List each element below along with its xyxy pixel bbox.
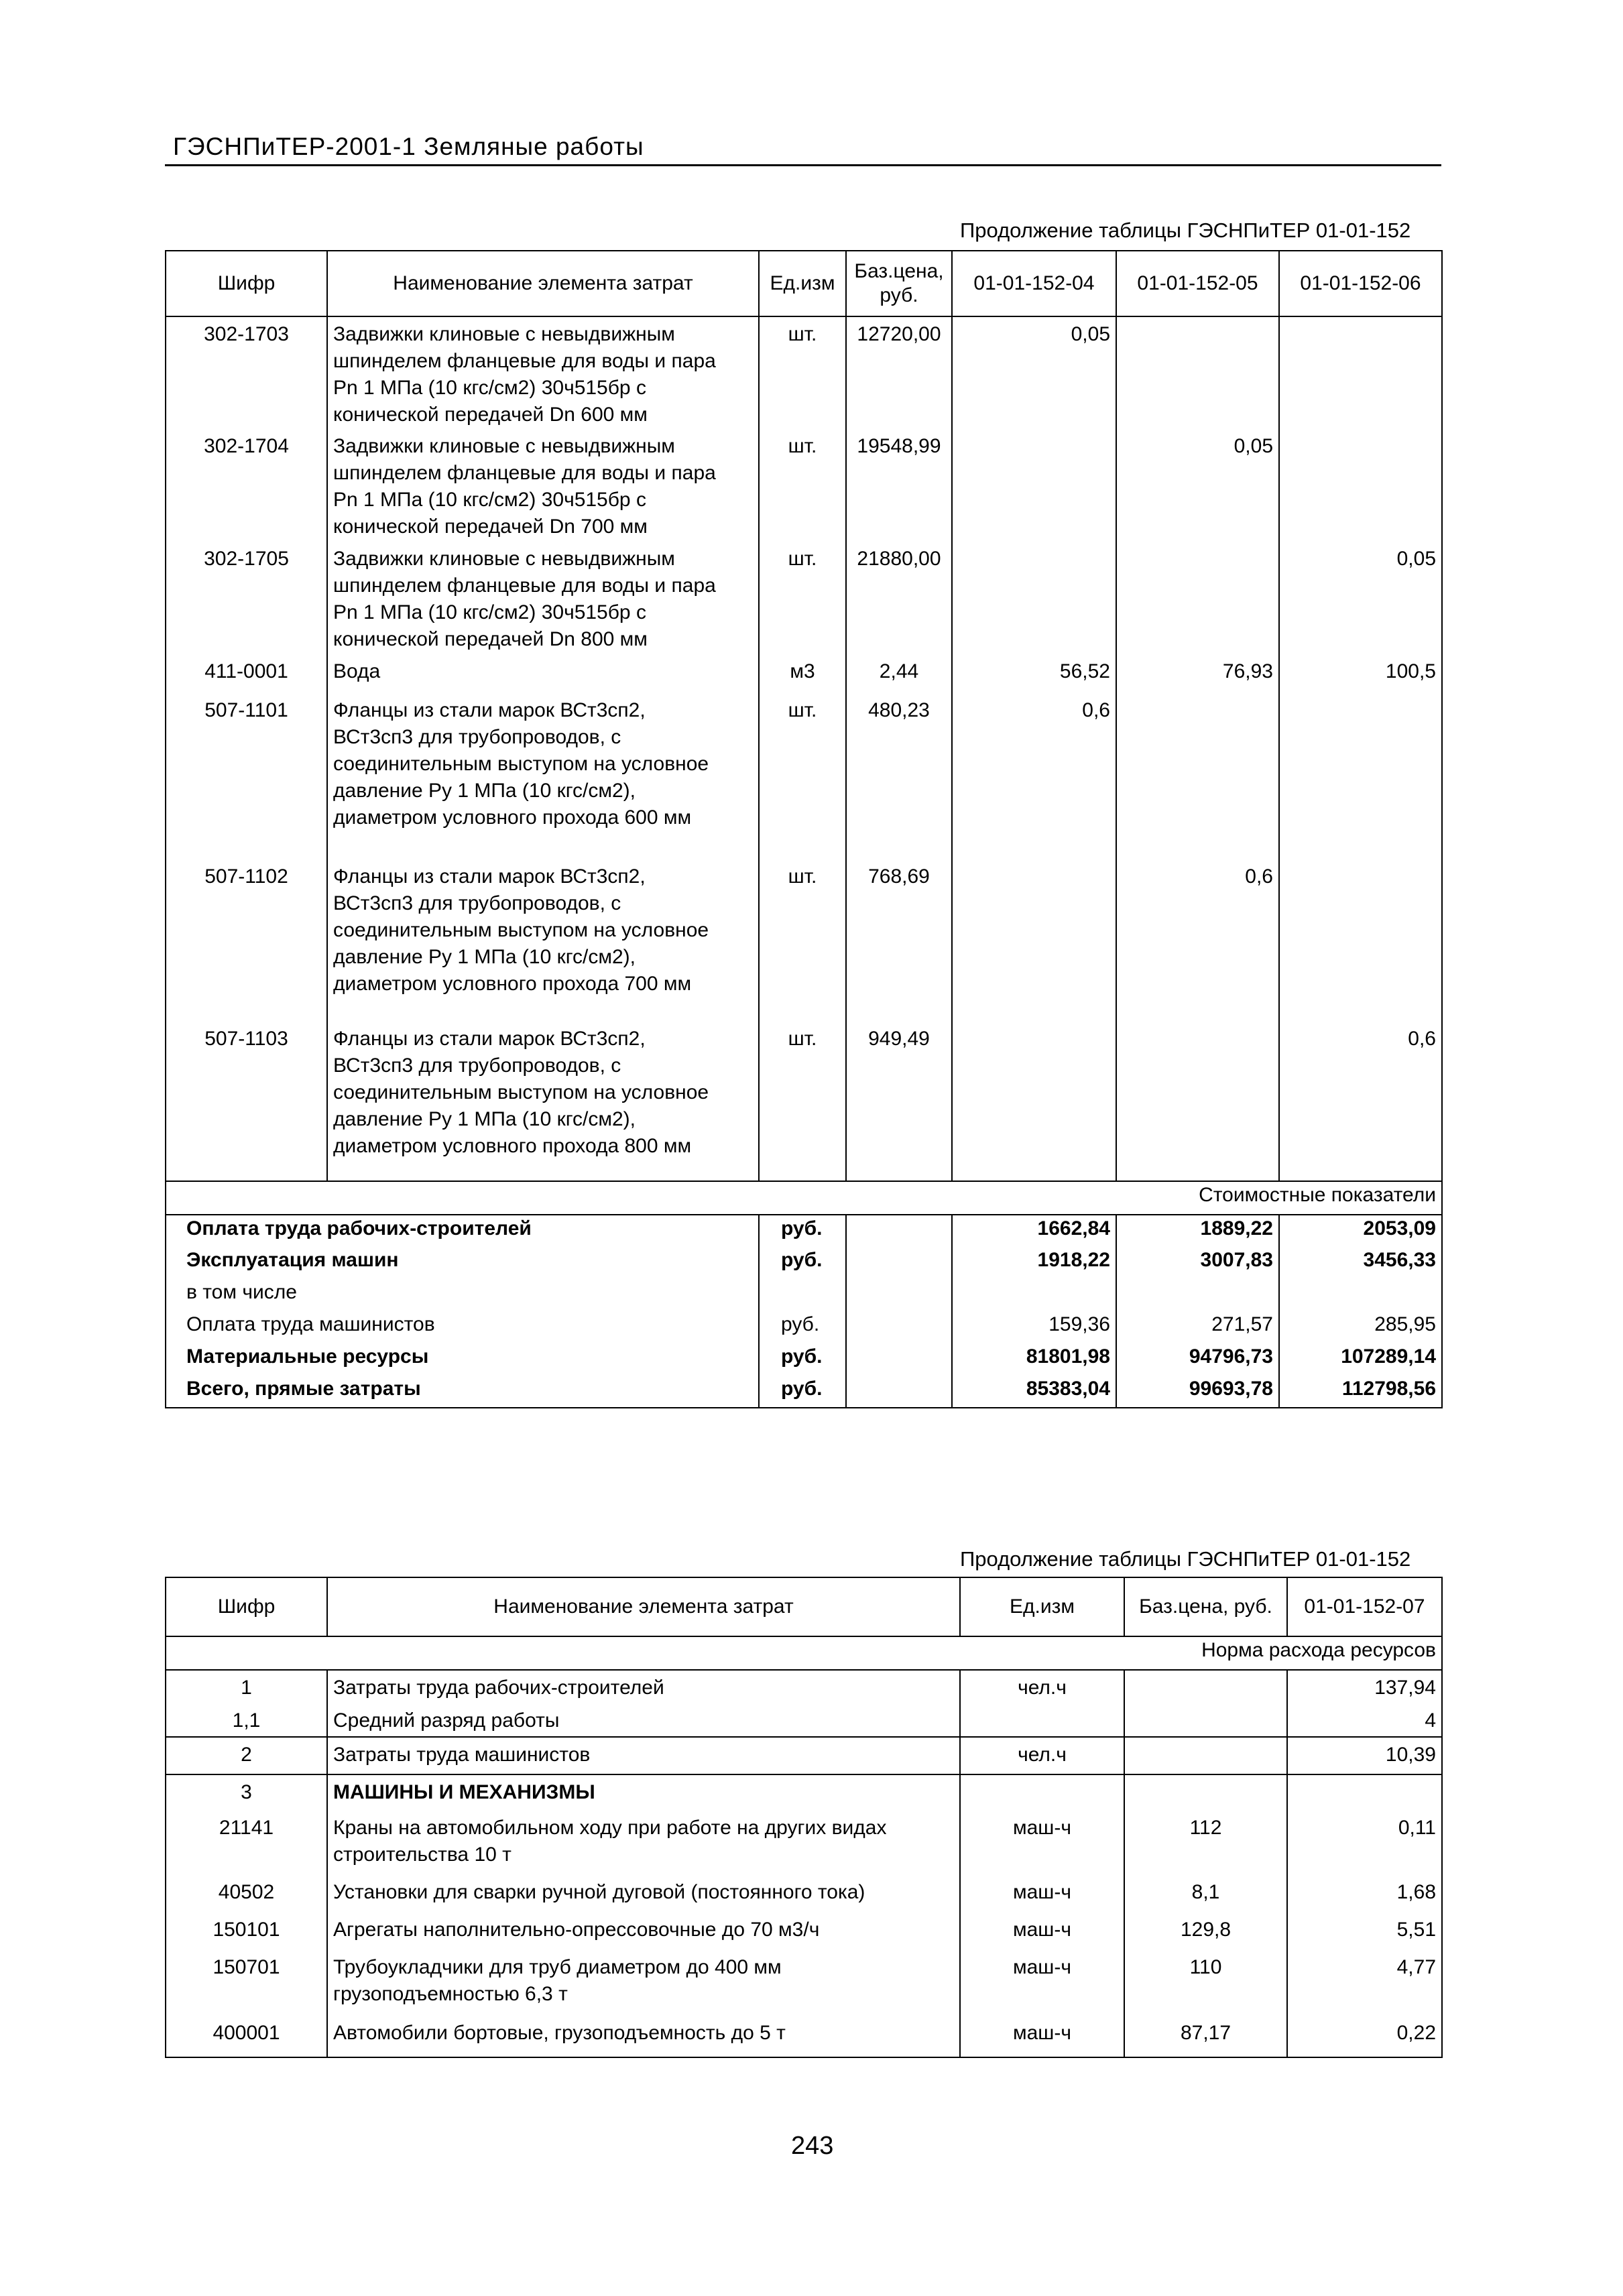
table-row (166, 1670, 1442, 1703)
item-name-line: соединительным выступом на условное (333, 753, 709, 775)
cost-unit (759, 1279, 846, 1311)
item-name-line: конической передачей Dn 600 мм (333, 404, 648, 426)
item-name (327, 429, 759, 542)
item-name (327, 859, 759, 1022)
item-code: 150101 (166, 1913, 327, 1950)
cost-col-06: 285,95 (1279, 1311, 1442, 1343)
item-name-line: Pn 1 МПа (10 кгс/см2) 30ч515бр с (333, 489, 646, 511)
item-name-line: давление Ру 1 МПа (10 кгс/см2), (333, 946, 636, 968)
cost-label: Оплата труда рабочих-строителей (166, 1215, 759, 1247)
item-price: 112 (1124, 1811, 1287, 1875)
cost-col-06: 107289,14 (1279, 1343, 1442, 1376)
cost-price-empty (846, 1279, 952, 1311)
value-col-06 (1279, 316, 1442, 429)
item-name-line: ВСт3сп3 для трубопроводов, с (333, 726, 621, 748)
item-name-line: диаметром условного прохода 800 мм (333, 1135, 692, 1157)
cost-label: Материальные ресурсы (166, 1343, 759, 1376)
cost-col-04 (952, 1279, 1116, 1311)
running-title: ГЭСНПиТЕР-2001-1 Земляные работы (173, 133, 644, 160)
table-row (166, 859, 1442, 1022)
cost-unit: руб. (759, 1215, 846, 1247)
item-name (327, 654, 759, 693)
cost-col-06 (1279, 1279, 1442, 1311)
table2-continuation: Продолжение таблицы ГЭСНПиТЕР 01-01-152 (960, 1547, 1411, 1571)
item-name (327, 542, 759, 654)
table-row (166, 1875, 1442, 1913)
item-unit (960, 1774, 1124, 1811)
item-name-line: конической передачей Dn 800 мм (333, 628, 648, 650)
item-name (327, 1811, 960, 1875)
item-price (1124, 1737, 1287, 1774)
value-col-05 (1116, 1022, 1279, 1181)
header-code: Шифр (166, 251, 327, 316)
table-row (166, 1703, 1442, 1737)
item-code: 1,1 (166, 1703, 327, 1737)
value-col-04 (952, 1022, 1116, 1181)
table-row (166, 542, 1442, 654)
item-unit: маш-ч (960, 1913, 1124, 1950)
header-unit: Ед.изм (759, 251, 846, 316)
item-unit: чел.ч (960, 1737, 1124, 1774)
cost-col-05 (1116, 1279, 1279, 1311)
item-unit: маш-ч (960, 2016, 1124, 2057)
header-col-05: 01-01-152-05 (1116, 251, 1279, 316)
resource-table-2 (165, 1577, 1443, 2058)
item-name-line: Задвижки клиновые с невыдвижным (333, 435, 675, 457)
cost-row (166, 1247, 1442, 1279)
value-col-07: 137,94 (1287, 1670, 1442, 1703)
item-name-line: Pn 1 МПа (10 кгс/см2) 30ч515бр с (333, 377, 646, 399)
item-name (327, 1022, 759, 1181)
resource-table-1 (165, 250, 1443, 1408)
item-name (327, 1737, 960, 1774)
item-unit: шт. (759, 859, 846, 1022)
item-name (327, 2016, 960, 2057)
cost-label: Эксплуатация машин (166, 1247, 759, 1279)
item-code: 2 (166, 1737, 327, 1774)
item-code: 507-1103 (166, 1022, 327, 1181)
value-col-06 (1279, 859, 1442, 1022)
cost-price-empty (846, 1311, 952, 1343)
header-code: Шифр (166, 1577, 327, 1636)
item-code: 302-1704 (166, 429, 327, 542)
item-price: 480,23 (846, 693, 952, 859)
item-name (327, 1774, 960, 1811)
item-name (327, 1670, 960, 1703)
header-name: Наименование элемента затрат (327, 251, 759, 316)
cost-price-empty (846, 1247, 952, 1279)
header-rule (165, 164, 1441, 166)
value-col-04: 0,05 (952, 316, 1116, 429)
table-row (166, 1022, 1442, 1181)
value-col-04: 0,6 (952, 693, 1116, 859)
table-row (166, 1774, 1442, 1811)
item-unit: шт. (759, 1022, 846, 1181)
value-col-04 (952, 542, 1116, 654)
cost-row (166, 1311, 1442, 1343)
item-unit: маш-ч (960, 1875, 1124, 1913)
table-row (166, 429, 1442, 542)
item-name (327, 1950, 960, 2016)
table2-header-row (166, 1577, 1442, 1636)
item-name-line: МАШИНЫ И МЕХАНИЗМЫ (333, 1781, 595, 1803)
table-row (166, 316, 1442, 429)
item-name-line: Фланцы из стали марок ВСт3сп2, (333, 699, 646, 721)
cost-col-05: 1889,22 (1116, 1215, 1279, 1247)
item-price: 768,69 (846, 859, 952, 1022)
cost-price-empty (846, 1376, 952, 1408)
item-name-line: строительства 10 т (333, 1844, 512, 1866)
cost-unit: руб. (759, 1343, 846, 1376)
item-name (327, 1703, 960, 1737)
item-name-line: Вода (333, 660, 381, 682)
cost-col-06: 3456,33 (1279, 1247, 1442, 1279)
table2-section-row (166, 1636, 1442, 1670)
table-row (166, 1950, 1442, 2016)
value-col-04: 56,52 (952, 654, 1116, 693)
value-col-07: 5,51 (1287, 1913, 1442, 1950)
item-unit: маш-ч (960, 1811, 1124, 1875)
item-code: 150701 (166, 1950, 327, 2016)
item-code: 302-1705 (166, 542, 327, 654)
item-code: 507-1101 (166, 693, 327, 859)
value-col-05 (1116, 316, 1279, 429)
item-name-line: Автомобили бортовые, грузоподъемность до 5 т (333, 2022, 786, 2044)
header-unit: Ед.изм (960, 1577, 1124, 1636)
cost-col-04: 81801,98 (952, 1343, 1116, 1376)
item-name-line: соединительным выступом на условное (333, 1081, 709, 1103)
header-price: Баз.цена, руб. (1124, 1577, 1287, 1636)
cost-row (166, 1215, 1442, 1247)
value-col-07: 0,11 (1287, 1811, 1442, 1875)
value-col-05: 0,6 (1116, 859, 1279, 1022)
item-code: 411-0001 (166, 654, 327, 693)
item-name-line: Задвижки клиновые с невыдвижным (333, 548, 675, 570)
item-name-line: соединительным выступом на условное (333, 919, 709, 941)
item-price: 2,44 (846, 654, 952, 693)
value-col-05: 76,93 (1116, 654, 1279, 693)
cost-unit: руб. (759, 1247, 846, 1279)
item-name-line: конической передачей Dn 700 мм (333, 516, 648, 538)
value-col-06: 0,6 (1279, 1022, 1442, 1181)
item-unit: шт. (759, 693, 846, 859)
item-name-line: Фланцы из стали марок ВСт3сп2, (333, 1028, 646, 1050)
item-unit: шт. (759, 316, 846, 429)
value-col-04 (952, 859, 1116, 1022)
item-unit: чел.ч (960, 1670, 1124, 1703)
item-name (327, 316, 759, 429)
cost-col-04: 159,36 (952, 1311, 1116, 1343)
item-name-line: шпинделем фланцевые для воды и пара (333, 350, 716, 372)
cost-label: Всего, прямые затраты (166, 1376, 759, 1408)
value-col-06: 0,05 (1279, 542, 1442, 654)
value-col-04 (952, 429, 1116, 542)
item-price: 12720,00 (846, 316, 952, 429)
item-code: 21141 (166, 1811, 327, 1875)
cost-price-empty (846, 1215, 952, 1247)
item-name-line: Pn 1 МПа (10 кгс/см2) 30ч515бр с (333, 601, 646, 623)
header-name: Наименование элемента затрат (327, 1577, 960, 1636)
table1-section-row (166, 1181, 1442, 1215)
item-code: 400001 (166, 2016, 327, 2057)
item-price: 129,8 (1124, 1913, 1287, 1950)
item-name-line: Установки для сварки ручной дуговой (постоянного тока) (333, 1881, 865, 1903)
item-name-line: грузоподъемностью 6,3 т (333, 1983, 568, 2005)
item-name (327, 693, 759, 859)
section-label: Стоимостные показатели (166, 1181, 1442, 1215)
value-col-07: 4 (1287, 1703, 1442, 1737)
item-name-line: давление Ру 1 МПа (10 кгс/см2), (333, 780, 636, 802)
item-unit: м3 (759, 654, 846, 693)
cost-row (166, 1376, 1442, 1408)
value-col-07: 4,77 (1287, 1950, 1442, 2016)
table-row (166, 1737, 1442, 1774)
value-col-07 (1287, 1774, 1442, 1811)
item-name-line: диаметром условного прохода 700 мм (333, 973, 692, 995)
item-code: 40502 (166, 1875, 327, 1913)
value-col-07: 1,68 (1287, 1875, 1442, 1913)
table1-header-row (166, 251, 1442, 316)
item-name-line: Затраты труда машинистов (333, 1744, 591, 1766)
cost-price-empty (846, 1343, 952, 1376)
header-col-06: 01-01-152-06 (1279, 251, 1442, 316)
header-col-04: 01-01-152-04 (952, 251, 1116, 316)
value-col-06 (1279, 429, 1442, 542)
table1-continuation: Продолжение таблицы ГЭСНПиТЕР 01-01-152 (960, 219, 1411, 242)
item-name-line: Трубоукладчики для труб диаметром до 400 мм (333, 1956, 782, 1978)
section-label: Норма расхода ресурсов (166, 1636, 1442, 1670)
item-name-line: Фланцы из стали марок ВСт3сп2, (333, 865, 646, 888)
item-name (327, 1875, 960, 1913)
item-price: 21880,00 (846, 542, 952, 654)
item-unit: маш-ч (960, 1950, 1124, 2016)
item-price: 19548,99 (846, 429, 952, 542)
value-col-06 (1279, 693, 1442, 859)
cost-label: Оплата труда машинистов (166, 1311, 759, 1343)
item-name-line: диаметром условного прохода 600 мм (333, 806, 692, 829)
cost-col-05: 271,57 (1116, 1311, 1279, 1343)
cost-col-04: 85383,04 (952, 1376, 1116, 1408)
cost-col-04: 1662,84 (952, 1215, 1116, 1247)
item-name-line: давление Ру 1 МПа (10 кгс/см2), (333, 1108, 636, 1130)
item-unit (960, 1703, 1124, 1737)
item-name-line: шпинделем фланцевые для воды и пара (333, 575, 716, 597)
item-unit: шт. (759, 542, 846, 654)
value-col-07: 10,39 (1287, 1737, 1442, 1774)
item-name-line: ВСт3сп3 для трубопроводов, с (333, 1054, 621, 1077)
cost-col-05: 99693,78 (1116, 1376, 1279, 1408)
value-col-07: 0,22 (1287, 2016, 1442, 2057)
page-number: 243 (791, 2132, 834, 2160)
cost-col-04: 1918,22 (952, 1247, 1116, 1279)
item-price (1124, 1774, 1287, 1811)
item-name-line: ВСт3сп3 для трубопроводов, с (333, 892, 621, 914)
item-name-line: шпинделем фланцевые для воды и пара (333, 462, 716, 484)
cost-unit: руб. (759, 1311, 846, 1343)
item-price: 949,49 (846, 1022, 952, 1181)
item-price (1124, 1670, 1287, 1703)
item-price (1124, 1703, 1287, 1737)
item-price: 87,17 (1124, 2016, 1287, 2057)
item-code: 3 (166, 1774, 327, 1811)
item-name-line: Средний разряд работы (333, 1709, 560, 1732)
item-name (327, 1913, 960, 1950)
cost-label: в том числе (166, 1279, 759, 1311)
item-unit: шт. (759, 429, 846, 542)
item-price: 110 (1124, 1950, 1287, 2016)
item-code: 1 (166, 1670, 327, 1703)
item-name-line: Задвижки клиновые с невыдвижным (333, 323, 675, 345)
cost-col-06: 2053,09 (1279, 1215, 1442, 1247)
item-name-line: Агрегаты наполнительно-опрессовочные до 70 м3/ч (333, 1919, 820, 1941)
cost-col-05: 94796,73 (1116, 1343, 1279, 1376)
cost-row (166, 1279, 1442, 1311)
value-col-05: 0,05 (1116, 429, 1279, 542)
cost-row (166, 1343, 1442, 1376)
value-col-05 (1116, 542, 1279, 654)
cost-col-06: 112798,56 (1279, 1376, 1442, 1408)
item-code: 507-1102 (166, 859, 327, 1022)
item-code: 302-1703 (166, 316, 327, 429)
table-row (166, 693, 1442, 859)
header-price: Баз.цена, руб. (846, 251, 952, 316)
table-row (166, 1811, 1442, 1875)
cost-col-05: 3007,83 (1116, 1247, 1279, 1279)
cost-unit: руб. (759, 1376, 846, 1408)
table-row (166, 1913, 1442, 1950)
header-col-07: 01-01-152-07 (1287, 1577, 1442, 1636)
item-price: 8,1 (1124, 1875, 1287, 1913)
table-row (166, 2016, 1442, 2057)
item-name-line: Затраты труда рабочих-строителей (333, 1677, 664, 1699)
table-row (166, 654, 1442, 693)
value-col-06: 100,5 (1279, 654, 1442, 693)
value-col-05 (1116, 693, 1279, 859)
item-name-line: Краны на автомобильном ходу при работе на других видах (333, 1817, 887, 1839)
